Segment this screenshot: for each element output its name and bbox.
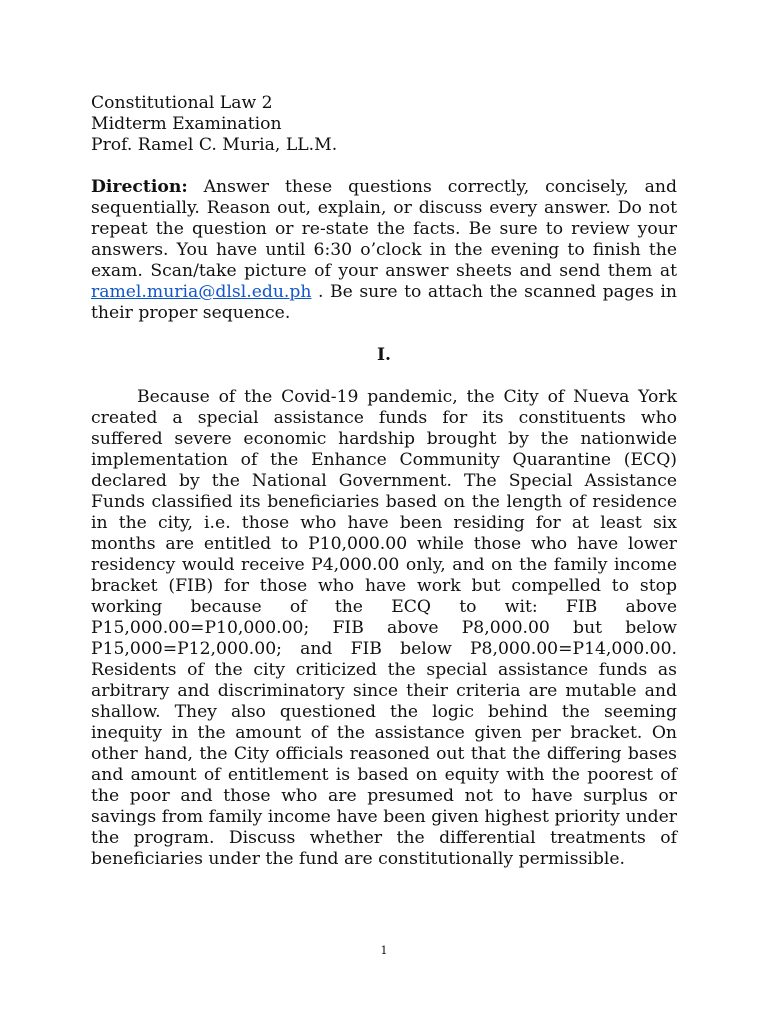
document-page xyxy=(91,93,677,870)
question-paragraph: Because of the Covid-19 pandemic, the City of Nueva York created a special assistance funds for its constituents who suffered severe economic hardship brought by the nationwide implementation of the Enhance Community Quarantine (ECQ) declared by the National Government. The Special Assistance Funds classified its beneficiaries based on the length of residence in the city, i.e. those who have been residing for at least six months are entitled to P10,000.00 while those who have lower residency would receive P4,000.00 only, and on the family income bracket (FIB) for those who have work but compelled to stop working because of the ECQ to wit: FIB above P15,000.00=P10,000.00; FIB above P8,000.00 but below P15,000=P12,000.00; and FIB below P8,000.00=P14,000.00. Residents of the city criticized the special assistance funds as arbitrary and discriminatory since their criteria are mutable and shallow. They also questioned the logic behind the seeming inequity in the amount of the assistance given per bracket. On other hand, the City officials reasoned out that the differing bases and amount of entitlement is based on equity with the poorest of the poor and those who are presumed not to have surplus or savings from family income have been given highest priority under the program. Discuss whether the differential treatments of beneficiaries under the fund are constitutionally permissible. xyxy=(91,387,677,869)
email-link[interactable]: ramel.muria@dlsl.edu.ph xyxy=(91,282,312,302)
document-header xyxy=(91,93,677,156)
direction-paragraph xyxy=(91,177,677,324)
exam-title: Midterm Examination xyxy=(91,114,282,134)
course-title: Constitutional Law 2 xyxy=(91,93,273,113)
page-number: 1 xyxy=(380,944,388,957)
direction-text-end: . Be sure to attach the scanned pages in their proper sequence. xyxy=(91,282,677,323)
direction-label: Direction: xyxy=(91,177,188,197)
section-number: I. xyxy=(376,345,392,365)
professor-name: Prof. Ramel C. Muria, LL.M. xyxy=(91,135,338,155)
direction-text: Answer these questions correctly, concisely, and sequentially. Reason out, explain, or discuss every answer. Do not repeat the question or re-state the facts. Be sure to review your answers. You have until 6:30 o’clock in the evening to finish the exam. Scan/take picture of your answer sheets and send them at xyxy=(91,177,677,281)
